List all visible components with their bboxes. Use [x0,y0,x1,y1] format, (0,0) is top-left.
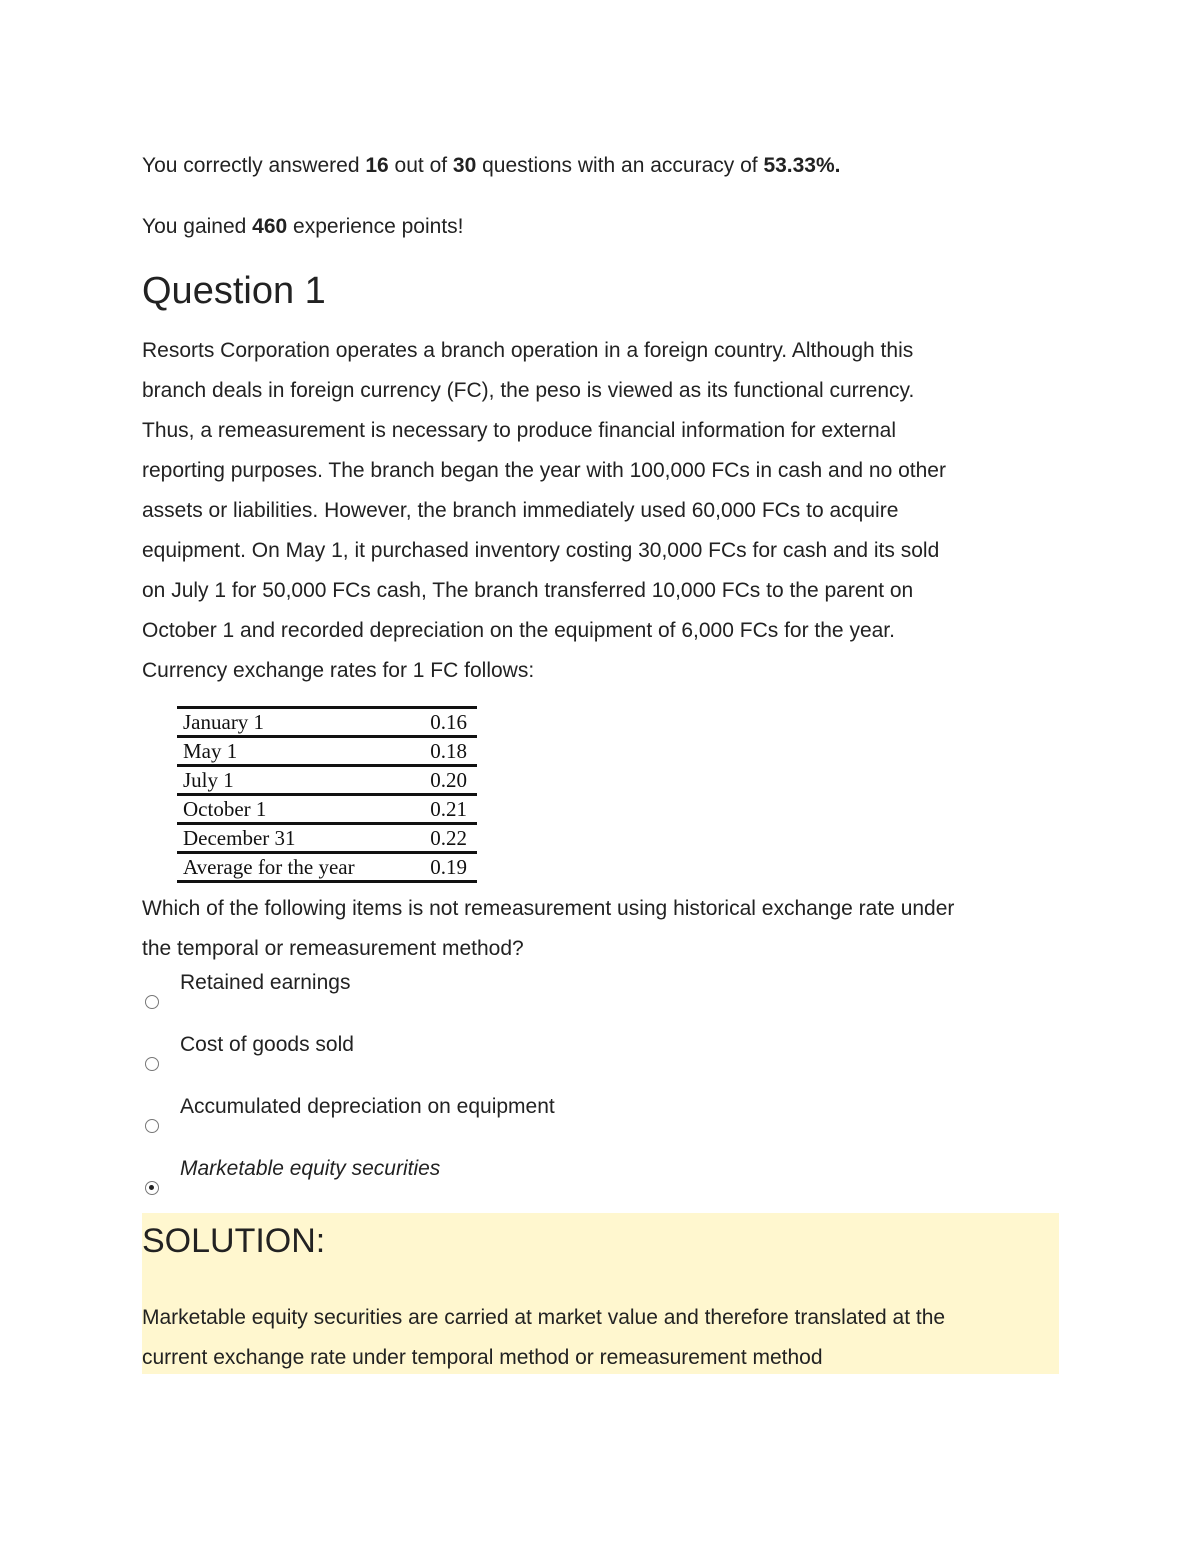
points-summary [142,214,464,239]
rate-date: July 1 [177,766,410,795]
prompt-line: the temporal or remeasurement method? [142,937,524,960]
accuracy-value: 53.33%. [763,154,841,177]
option-label: Cost of goods sold [180,1033,354,1056]
answer-option-marketable-equity-securities[interactable] [142,1157,842,1207]
solution-line: Marketable equity securities are carried at market value and therefore translated at the [142,1306,946,1329]
rate-value: 0.18 [410,737,477,766]
prompt-line: Which of the following items is not remeasurement using historical exchange rate under [142,897,955,920]
rate-date: Average for the year [177,853,410,882]
correct-count: 16 [365,154,389,177]
radio-button[interactable] [145,995,159,1009]
answer-option-accumulated-depreciation[interactable] [142,1095,842,1145]
solution-text [142,1298,1059,1378]
table-row [177,737,477,766]
question-line: October 1 and recorded depreciation on the equipment of 6,000 FCs for the year. [142,619,895,642]
rate-value: 0.20 [410,766,477,795]
option-label: Accumulated depreciation on equipment [180,1095,555,1118]
question-body [142,331,1062,691]
table-row [177,853,477,882]
total-count: 30 [452,154,477,177]
question-line: Thus, a remeasurement is necessary to produce financial information for external [142,419,897,442]
radio-button[interactable] [145,1057,159,1071]
summary-text: You correctly answered [142,154,366,177]
summary-text: questions with an accuracy of [476,154,764,177]
question-line: assets or liabilities. However, the branch immediately used 60,000 FCs to acquire [142,499,899,522]
answer-option-cost-of-goods-sold[interactable] [142,1033,842,1083]
answer-option-retained-earnings[interactable] [142,971,842,1021]
rate-date: January 1 [177,708,410,737]
table-row [177,795,477,824]
question-line: Resorts Corporation operates a branch operation in a foreign country. Although this [142,339,914,362]
rate-value: 0.21 [410,795,477,824]
question-line: equipment. On May 1, it purchased inventory costing 30,000 FCs for cash and its sold [142,539,940,562]
table-row [177,708,477,737]
rate-value: 0.16 [410,708,477,737]
rate-value: 0.19 [410,853,477,882]
solution-box [142,1213,1059,1374]
question-line: branch deals in foreign currency (FC), the peso is viewed as its functional currency. [142,379,915,402]
rate-date: October 1 [177,795,410,824]
summary-text: experience points! [287,215,464,238]
summary-text: out of [388,154,453,177]
radio-button[interactable] [145,1119,159,1133]
table-row [177,824,477,853]
solution-line: current exchange rate under temporal method or remeasurement method [142,1346,823,1369]
question-prompt [142,889,1062,969]
points-value: 460 [252,215,288,238]
question-line: Currency exchange rates for 1 FC follows: [142,659,535,682]
rate-date: May 1 [177,737,410,766]
question-title: Question 1 [142,270,326,312]
rate-date: December 31 [177,824,410,853]
rate-value: 0.22 [410,824,477,853]
summary-text: You gained [142,215,253,238]
table-row [177,766,477,795]
option-label: Marketable equity securities [180,1157,441,1180]
exchange-rate-table [177,706,477,883]
score-summary [142,153,841,178]
radio-button-selected[interactable] [145,1181,159,1195]
solution-heading: SOLUTION: [142,1222,326,1260]
question-line: reporting purposes. The branch began the year with 100,000 FCs in cash and no other [142,459,946,482]
question-line: on July 1 for 50,000 FCs cash, The branch transferred 10,000 FCs to the parent on [142,579,914,602]
option-label: Retained earnings [180,971,351,994]
